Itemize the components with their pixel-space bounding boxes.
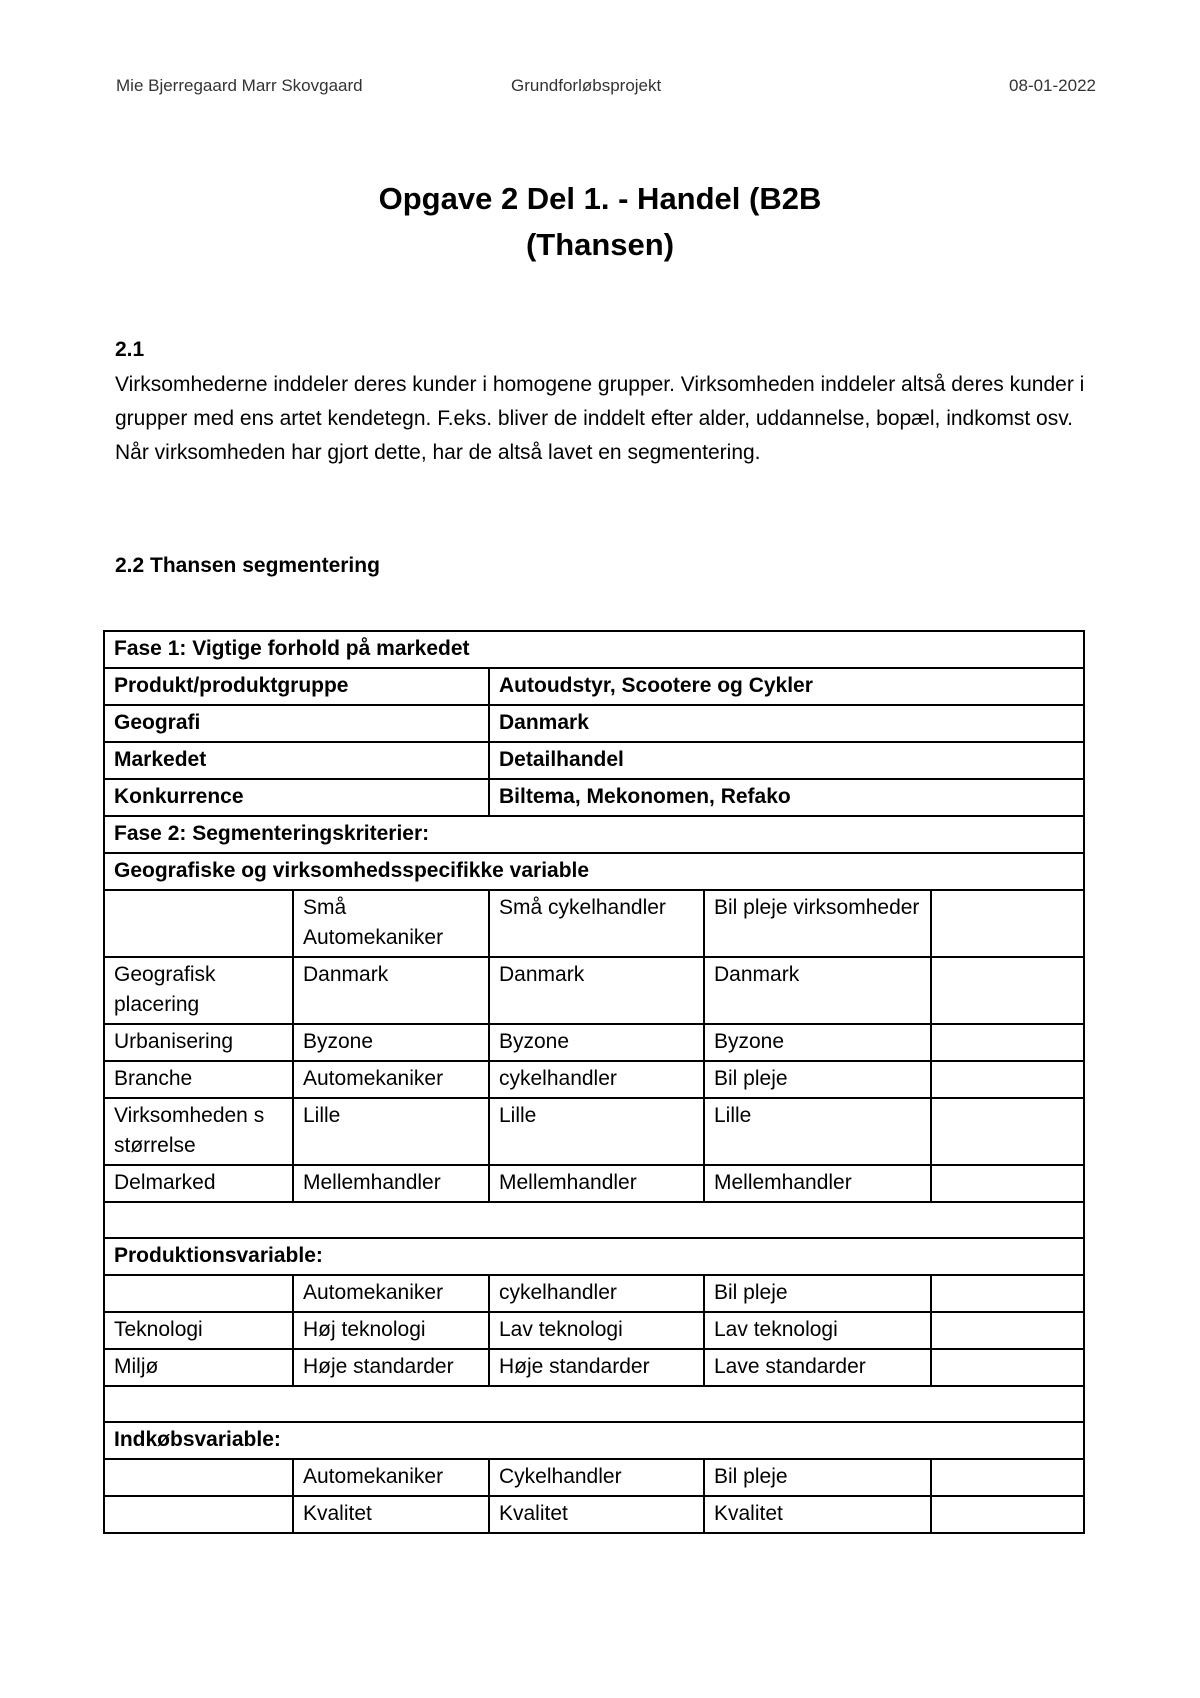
empty-cell	[931, 1312, 1084, 1349]
prod-variable-row	[104, 1312, 1084, 1349]
value-cell: Bil pleje virksomheder	[704, 890, 931, 957]
value-cell: Danmark	[293, 957, 489, 1024]
ind-variable-row	[104, 1496, 1084, 1533]
value-cell: Mellemhandler	[704, 1165, 931, 1202]
row-label-cell	[104, 1275, 293, 1312]
geo-variables-heading: Geografiske og virksomhedsspecifikke variable	[104, 853, 1084, 890]
empty-cell	[931, 1024, 1084, 1061]
row-label-cell: Delmarked	[104, 1165, 293, 1202]
value-cell: Mellemhandler	[293, 1165, 489, 1202]
value-cell: Bil pleje	[704, 1061, 931, 1098]
value-cell: cykelhandler	[489, 1061, 704, 1098]
value-cell: Lille	[293, 1098, 489, 1165]
row-label-cell	[104, 890, 293, 957]
value-cell: Kvalitet	[489, 1496, 704, 1533]
fase-1-value-cell: Autoudstyr, Scootere og Cykler	[489, 668, 1084, 705]
spacer-row	[104, 1386, 1084, 1422]
value-cell: Høje standarder	[293, 1349, 489, 1386]
empty-cell	[931, 957, 1084, 1024]
value-cell: Bil pleje	[704, 1275, 931, 1312]
title-line-1: Opgave 2 Del 1. - Handel (B2B	[378, 181, 822, 216]
empty-cell	[931, 1349, 1084, 1386]
fase-1-row	[104, 668, 1084, 705]
value-cell: Høj teknologi	[293, 1312, 489, 1349]
geo-variable-row	[104, 1061, 1084, 1098]
value-cell: Lille	[489, 1098, 704, 1165]
fase-2-heading-row	[104, 816, 1084, 853]
value-cell: Automekaniker	[293, 1275, 489, 1312]
empty-cell	[931, 1165, 1084, 1202]
value-cell: Danmark	[489, 957, 704, 1024]
header-date: 08-01-2022	[1009, 76, 1096, 95]
value-cell: Lav teknologi	[489, 1312, 704, 1349]
row-label-cell: Miljø	[104, 1349, 293, 1386]
section-2-2-heading: 2.2 Thansen segmentering	[115, 554, 380, 577]
geo-column-header-row	[104, 890, 1084, 957]
row-label-cell: Virksomheden s størrelse	[104, 1098, 293, 1165]
value-cell: Kvalitet	[704, 1496, 931, 1533]
purchase-variables-heading: Indkøbsvariable:	[104, 1422, 1084, 1459]
empty-cell	[931, 1061, 1084, 1098]
fase-2-heading: Fase 2: Segmenteringskriterier:	[104, 816, 1084, 853]
value-cell: Byzone	[489, 1024, 704, 1061]
fase-1-row	[104, 779, 1084, 816]
row-label-cell: Urbanisering	[104, 1024, 293, 1061]
page-title	[0, 176, 1200, 268]
value-cell: Lave standarder	[704, 1349, 931, 1386]
fase-1-label-cell: Konkurrence	[104, 779, 489, 816]
row-label-cell: Branche	[104, 1061, 293, 1098]
empty-cell	[104, 1202, 1084, 1238]
fase-1-row	[104, 705, 1084, 742]
value-cell: Lav teknologi	[704, 1312, 931, 1349]
fase-1-value-cell: Biltema, Mekonomen, Refako	[489, 779, 1084, 816]
value-cell: Automekaniker	[293, 1459, 489, 1496]
value-cell: Byzone	[704, 1024, 931, 1061]
segmentation-table	[103, 630, 1085, 1534]
fase-1-value-cell: Danmark	[489, 705, 1084, 742]
section-2-1-paragraph: Virksomhederne inddeler deres kunder i homogene grupper. Virksomheden inddeler altså deres kunder i grupper med ens artet kendetegn. F.eks. bliver de inddelt efter alder, uddannelse, bopæl, indkomst osv. Når virksomheden har gjort dette, har de altså lavet en segmentering.	[115, 373, 1085, 464]
row-label-cell: Geografisk placering	[104, 957, 293, 1024]
value-cell: Automekaniker	[293, 1061, 489, 1098]
value-cell: cykelhandler	[489, 1275, 704, 1312]
row-label-cell	[104, 1459, 293, 1496]
segmentation-table-body	[104, 631, 1084, 1533]
fase-1-heading: Fase 1: Vigtige forhold på markedet	[104, 631, 1084, 668]
section-2-1-number: 2.1	[115, 338, 145, 361]
value-cell: Cykelhandler	[489, 1459, 704, 1496]
geo-variable-row	[104, 1024, 1084, 1061]
ind-column-header-row	[104, 1459, 1084, 1496]
fase-1-label-cell: Markedet	[104, 742, 489, 779]
empty-cell	[931, 1459, 1084, 1496]
empty-cell	[931, 1275, 1084, 1312]
fase-1-value-cell: Detailhandel	[489, 742, 1084, 779]
empty-cell	[931, 1496, 1084, 1533]
value-cell: Lille	[704, 1098, 931, 1165]
prod-heading-row	[104, 1238, 1084, 1275]
value-cell: Høje standarder	[489, 1349, 704, 1386]
value-cell: Danmark	[704, 957, 931, 1024]
empty-cell	[104, 1386, 1084, 1422]
value-cell: Små Automekaniker	[293, 890, 489, 957]
row-label-cell: Teknologi	[104, 1312, 293, 1349]
prod-variable-row	[104, 1349, 1084, 1386]
value-cell: Bil pleje	[704, 1459, 931, 1496]
header-project: Grundforløbsprojekt	[511, 76, 662, 95]
ind-heading-row	[104, 1422, 1084, 1459]
fase-1-label-cell: Produkt/produktgruppe	[104, 668, 489, 705]
value-cell: Byzone	[293, 1024, 489, 1061]
value-cell: Kvalitet	[293, 1496, 489, 1533]
page-header	[116, 76, 1096, 100]
fase-1-label-cell: Geografi	[104, 705, 489, 742]
value-cell: Små cykelhandler	[489, 890, 704, 957]
title-line-2: (Thansen)	[525, 227, 675, 262]
empty-cell	[931, 890, 1084, 957]
value-cell: Mellemhandler	[489, 1165, 704, 1202]
geo-variable-row	[104, 957, 1084, 1024]
fase-1-row	[104, 742, 1084, 779]
fase-1-heading-row	[104, 631, 1084, 668]
prod-column-header-row	[104, 1275, 1084, 1312]
spacer-row	[104, 1202, 1084, 1238]
geo-heading-row	[104, 853, 1084, 890]
row-label-cell	[104, 1496, 293, 1533]
empty-cell	[931, 1098, 1084, 1165]
geo-variable-row	[104, 1098, 1084, 1165]
geo-variable-row	[104, 1165, 1084, 1202]
header-author: Mie Bjerregaard Marr Skovgaard	[116, 76, 363, 95]
production-variables-heading: Produktionsvariable:	[104, 1238, 1084, 1275]
